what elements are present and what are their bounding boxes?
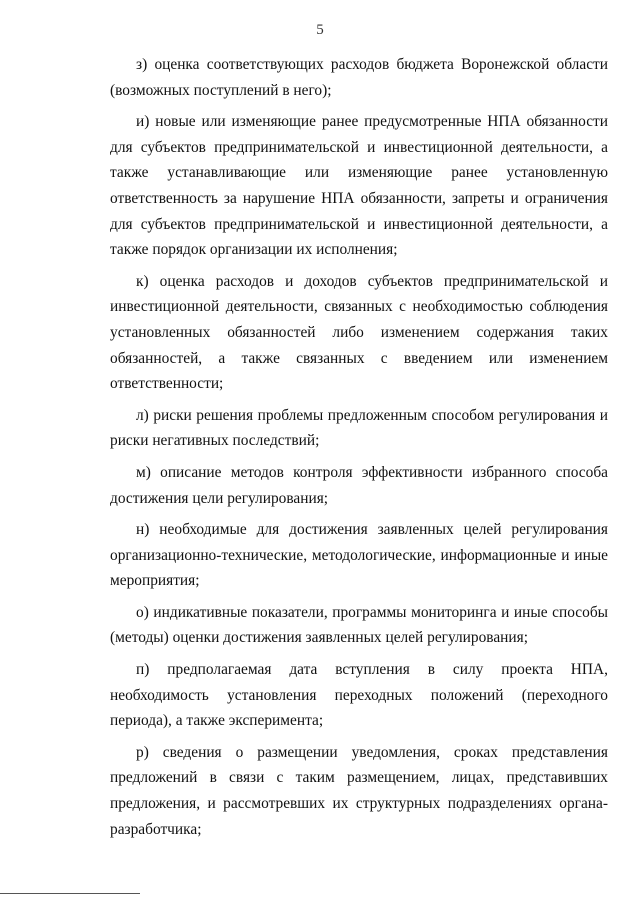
footer-divider	[0, 893, 140, 894]
paragraph-i: и) новые или изменяющие ранее предусмотренные НПА обязанности для субъектов предпринимательской и инвестиционной деятельности, а также устанавливающие или изменяющие ранее установленную ответственность за нарушение НПА обязанности, запреты и ограничения для субъектов предпринимательской и инвестиционной деятельности, а также порядок организации их исполнения;	[110, 113, 608, 259]
page-number: 5	[316, 22, 324, 38]
document-body	[110, 52, 608, 848]
paragraph-o: о) индикативные показатели, программы мониторинга и иные способы (методы) оценки достижения заявленных целей регулирования;	[110, 603, 608, 647]
paragraph-z: з) оценка соответствующих расходов бюджета Воронежской области (возможных поступлений в него);	[110, 56, 608, 99]
paragraph-l: л) риски решения проблемы предложенным способом регулирования и риски негативных последствий;	[110, 406, 608, 450]
paragraph-p: п) предполагаемая дата вступления в силу проекта НПА, необходимость установления переходных положений (переходного периода), а также эксперимента;	[110, 661, 608, 730]
paragraph-r: р) сведения о размещении уведомления, сроках представления предложений в связи с таким размещением, лицах, представивших предложения, и рассмотревших их структурных подразделениях органа-разработчика;	[110, 743, 608, 838]
paragraph-m: м) описание методов контроля эффективности избранного способа достижения цели регулирования;	[110, 463, 608, 507]
paragraph-k: к) оценка расходов и доходов субъектов предпринимательской и инвестиционной деятельности, связанных с необходимостью соблюдения установленных обязанностей либо изменением содержания таких обязанностей, а также связанных с введением или изменением ответственности;	[110, 272, 608, 393]
paragraph-n: н) необходимые для достижения заявленных целей регулирования организационно-технические, методологические, информационные и иные мероприятия;	[110, 521, 608, 590]
